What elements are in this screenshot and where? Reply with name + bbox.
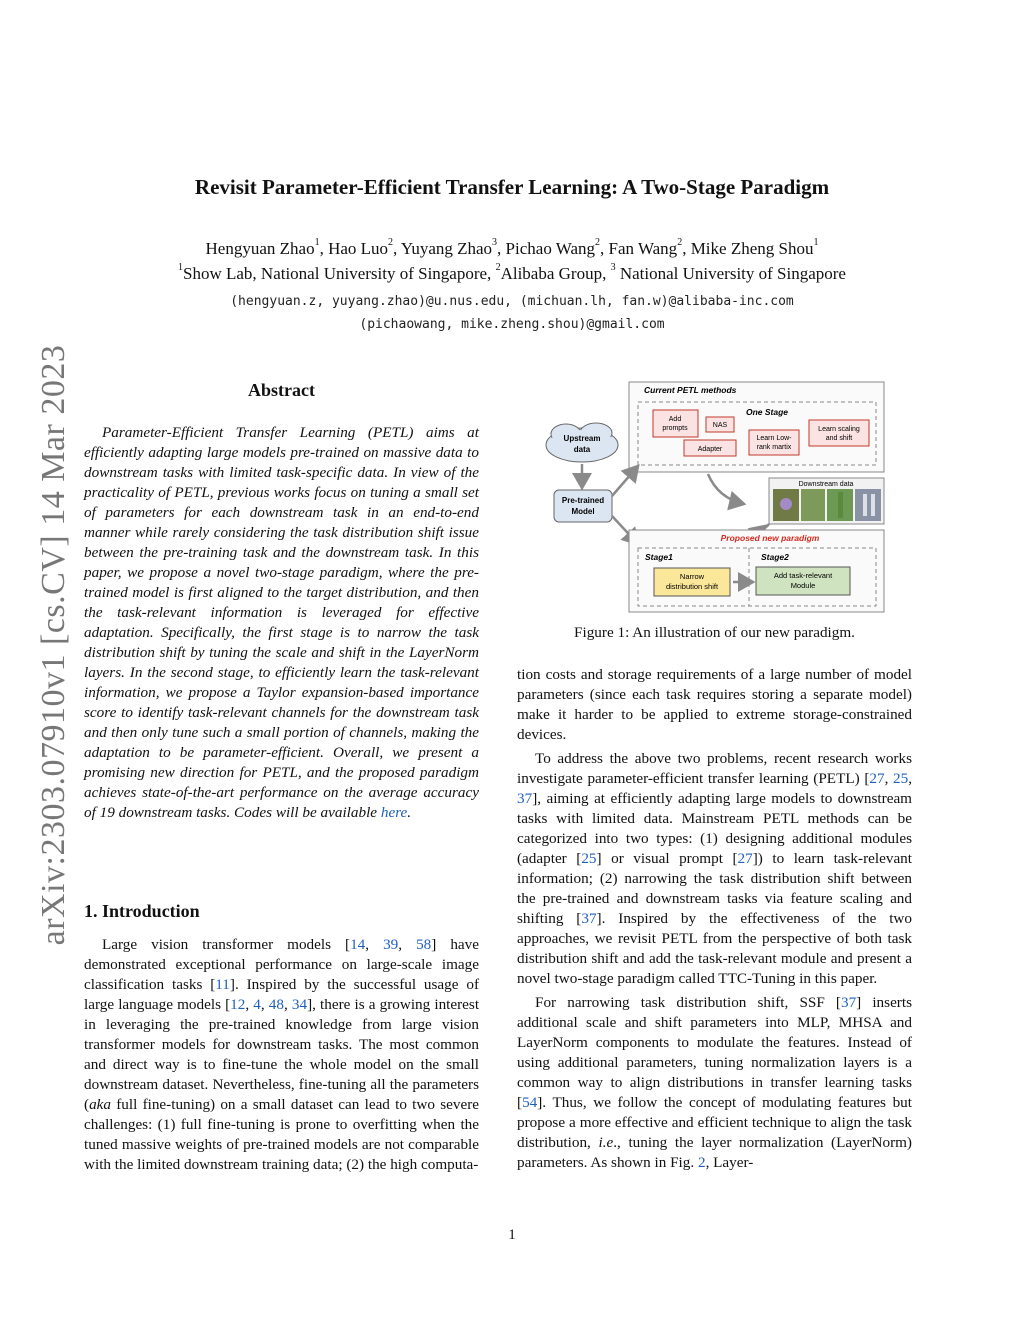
stage1-label: Stage1 <box>645 552 673 562</box>
add-prompts-label-1: Add <box>668 416 682 423</box>
code-link[interactable]: here <box>380 804 408 821</box>
narrow-shift-label-2: distribution shift <box>665 582 719 591</box>
downstream-to-proposed-arrow <box>750 524 769 530</box>
author-affiliation-marker: 2 <box>388 237 394 248</box>
author-name: Hengyuan Zhao <box>205 239 315 258</box>
current-methods-title: Current PETL methods <box>644 385 737 395</box>
intro-paragraph-1: Large vision transformer models [14, 39, 58] have demonstrated exceptional performance on large-scale image classification tasks [11]. Inspired by the successful usage of large language models [12, 4, 48, 34], there is a growing interest in leveraging the pre-trained knowledge from large vision transformer models for downstream tasks. The most common and direct way is to fine-tune the whole model on the small downstream dataset. Nevertheless, fine-tuning all the parameters (aka full fine-tuning) on a small dataset can lead to two severe challenges: (1) full fine-tuning is prone to overfitting when the tuned massive weights of pre-trained models are not comparable with the limited downstream training data; (2) the high computa- <box>84 936 480 1173</box>
affiliation-marker: 1 <box>178 262 183 273</box>
author-affiliation-marker: 3 <box>492 237 498 248</box>
author-affiliation-marker: 1 <box>813 237 819 248</box>
citation-link[interactable]: 39 <box>383 936 399 953</box>
pretrained-label-1: Pre-trained <box>561 496 605 505</box>
adapter-label: Adapter <box>697 446 723 453</box>
citation-link[interactable]: 58 <box>416 936 432 953</box>
citation-link[interactable]: 27 <box>869 770 885 787</box>
citation-link[interactable]: 14 <box>350 936 366 953</box>
email-line-1: (hengyuan.z, yuyang.zhao)@u.nus.edu, (michuan.lh, fan.w)@alibaba-inc.com <box>230 294 794 309</box>
paper-title: Revisit Parameter-Efficient Transfer Learning: A Two-Stage Paradigm <box>194 175 830 199</box>
intro-heading: 1. Introduction <box>84 901 200 921</box>
affiliation-list <box>0 264 1024 284</box>
add-prompts-box <box>653 410 698 437</box>
affiliation-name: National University of Singapore <box>615 264 846 283</box>
add-prompts-label-2: prompts <box>662 425 688 432</box>
author-affiliation-marker: 2 <box>677 237 683 248</box>
citation-link[interactable]: 25 <box>893 770 909 787</box>
task-module-label-1: Add task-relevant <box>773 571 833 580</box>
italic-text: aka <box>89 1096 111 1113</box>
author-name: Mike Zheng Shou <box>690 239 814 258</box>
figure-caption: Figure 1: An illustration of our new paradigm. <box>574 624 855 641</box>
author-name: Pichao Wang <box>505 239 595 258</box>
abstract-text: Parameter-Efficient Transfer Learning (PETL) aims at efficiently adapting large models pre-trained on massive data to downstream tasks with limited task-specific data. In view of the practicality of PETL, previous works focus on tuning a small set of parameters for each downstream task in an end-to-end manner while rarely considering the task distribution shift issue between the pre-training task and the downstream task. In this paper, we propose a novel two-stage paradigm, where the pre-trained model is first aligned to the target distribution, and then the task-relevant information is leveraged for effective adaptation. Specifically, the first stage is to narrow the task distribution shift by tuning the scale and shift in the LayerNorm layers. In the second stage, to efficiently learn the task-relevant information, we propose a Taylor expansion-based importance score to identify task-relevant channels for the downstream task and then only tune such a small portion of channels, making the adaptation to be parameter-efficient. Overall, we present a promising new direction for PETL, and the proposed paradigm achieves state-of-the-art performance on the average accuracy of 19 downstream tasks. Codes will be available <box>84 424 479 821</box>
model-to-current-arrow <box>612 466 638 496</box>
stage2-label: Stage2 <box>761 552 789 562</box>
citation-link[interactable]: 48 <box>268 996 284 1013</box>
right-column-body <box>517 665 912 1173</box>
downstream-image-grass <box>801 489 825 521</box>
citation-link[interactable]: 37 <box>840 994 857 1011</box>
downstream-image-digits <box>855 489 881 521</box>
page-number: 1 <box>508 1227 516 1243</box>
citation-link[interactable]: 37 <box>581 910 597 927</box>
current-to-downstream-arrow <box>708 474 744 504</box>
citation-link[interactable]: 27 <box>737 850 753 867</box>
citation-link[interactable]: 12 <box>230 996 246 1013</box>
pretrained-label-2: Model <box>571 507 595 516</box>
author-name: Fan Wang <box>608 239 678 258</box>
author-name: Hao Luo <box>328 239 389 258</box>
citation-link[interactable]: 37 <box>517 790 533 807</box>
intro-body <box>84 935 479 1175</box>
pretrained-model-box <box>554 490 612 522</box>
citation-link[interactable]: 34 <box>291 996 308 1013</box>
scaling-shift-label-1: Learn scaling <box>818 426 860 433</box>
scaling-shift-label-2: and shift <box>825 435 853 442</box>
author-affiliation-marker: 2 <box>595 237 600 248</box>
low-rank-box <box>749 430 799 455</box>
affiliation-marker: 3 <box>610 262 616 273</box>
right-paragraph-0: tion costs and storage requirements of a large number of model parameters (since each task requires storing a separate model) make it harder to be applied to extreme storage-constrained devices. <box>517 666 912 743</box>
citation-link[interactable]: 2 <box>697 1154 706 1171</box>
affiliation-marker: 2 <box>495 262 501 273</box>
abstract-end: . <box>407 804 412 821</box>
downstream-data-label: Downstream data <box>798 481 854 488</box>
nas-label: NAS <box>712 422 728 429</box>
right-paragraph-2: For narrowing task distribution shift, SSF [37] inserts additional scale and shift parameters into MLP, MHSA and LayerNorm components to modulate the features. Instead of using additional parameters, tuning normalization layers is a common way to align distributions in transfer learning tasks [54]. Thus, we follow the concept of modulating features but propose a more effective and efficient technique to align the task distribution, i.e., tuning the layer normalization (LayerNorm) parameters. As shown in Fig. 2, Layer- <box>517 994 912 1171</box>
affiliation-name: Show Lab, National University of Singapore, <box>183 264 496 283</box>
citation-link[interactable]: 25 <box>581 850 597 867</box>
low-rank-label-2: rank martix <box>756 444 792 451</box>
citation-link[interactable]: 11 <box>215 976 230 993</box>
email-line-2: (pichaowang, mike.zheng.shou)@gmail.com <box>359 317 665 332</box>
task-module-label-2: Module <box>790 581 816 590</box>
low-rank-label-1: Learn Low- <box>756 435 792 442</box>
figure-1 <box>538 380 890 614</box>
proposed-paradigm-label: Proposed new paradigm <box>720 533 820 543</box>
one-stage-label: One Stage <box>746 407 789 417</box>
italic-text: i.e <box>598 1134 614 1151</box>
right-paragraph-1: To address the above two problems, recent research works investigate parameter-efficient transfer learning (PETL) [27, 25, 37], aiming at efficiently adapting large models to downstream tasks with limited data. Mainstream PETL methods can be categorized into two types: (1) designing additional modules (adapter [25] or visual prompt [27]) to learn task-relevant information; (2) narrowing the task distribution shift between the pre-trained and downstream tasks via feature scaling and shifting [37]. Inspired by the effectiveness of the two approaches, we revisit PETL from the perspective of both task distribution shift and add the task-relevant module and present a novel two-stage paradigm called TTC-Tuning in this paper. <box>517 750 913 987</box>
scaling-shift-box <box>809 420 869 446</box>
upstream-label-2: data <box>573 445 591 454</box>
abstract-heading: Abstract <box>248 380 315 400</box>
narrow-shift-label-1: Narrow <box>679 572 705 581</box>
author-name: Yuyang Zhao <box>400 239 493 258</box>
author-list: Hengyuan Zhao$^1$, Hao Luo$^2$, Yuyang Zhao$^3$, Pichao Wang$^2$, Fan Wang$^2$, Mike Zheng Shou$^1$ <box>205 237 819 258</box>
citation-link[interactable]: 4 <box>253 996 261 1013</box>
citation-link[interactable]: 54 <box>522 1094 538 1111</box>
upstream-label-1: Upstream <box>563 434 601 443</box>
arxiv-identifier: arXiv:2303.07910v1 [cs.CV] 14 Mar 2023 <box>35 344 72 946</box>
affiliation-name: Alibaba Group, <box>500 264 611 283</box>
author-affiliation-marker: 1 <box>314 237 320 248</box>
abstract-body <box>84 423 479 823</box>
